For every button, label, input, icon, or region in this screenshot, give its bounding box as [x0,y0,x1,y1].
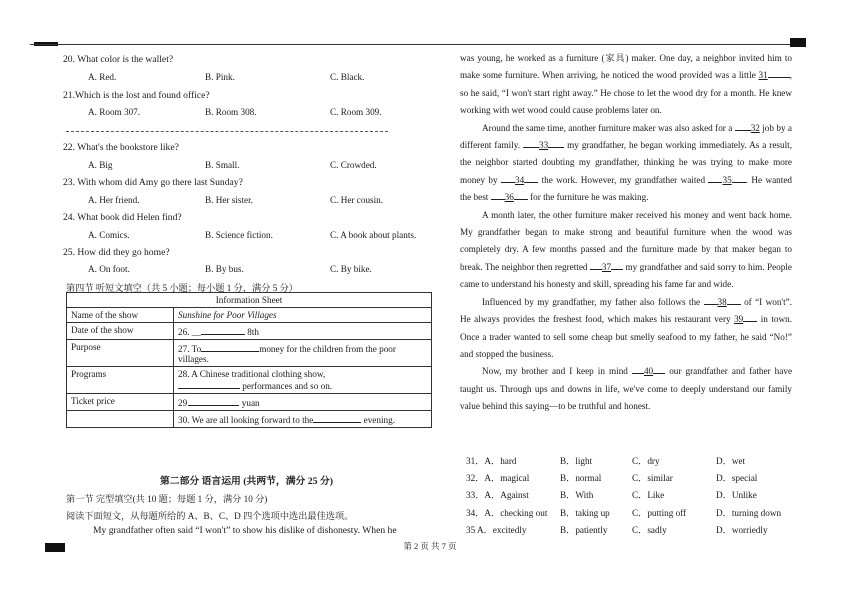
answer-line [201,325,245,335]
row-label: Date of the show [67,323,174,340]
row-value [174,323,432,340]
choice: C．putting off [632,508,687,518]
choice: D．worriedly [716,525,768,535]
option-b: B. Science fiction. [205,230,273,240]
blank-30: 30. We are all looking forward to the [178,415,314,425]
blank-39: 39 [734,314,744,325]
row-label [67,411,174,428]
option-c: C. A book about plants. [330,230,417,240]
choice: D．wet [716,456,746,466]
paragraph: Influenced by my grandfather, my father also follows the 38 of “I won't”. He always provides the freshest food, which makes his restaurant very 39 in town. Once a trader wanted to sell some cheap but smelly seafood to my father, he said “No!” and stopped the business. [460,296,793,359]
choice: B．light [560,456,593,466]
blank-40: 40 [643,366,654,377]
choice: 33．A．Against [466,490,529,500]
blank-35: 35 [722,174,732,185]
option-b: B. Pink. [205,72,235,82]
answer-line [201,342,259,352]
option-a: A. Red. [88,72,117,82]
row-value [174,340,432,367]
table-row [67,411,432,428]
answer-line [501,173,515,183]
row-label: Programs [67,367,174,394]
purpose-text: money for the children from the poor villages. [178,344,396,364]
answer-line [313,413,361,423]
instructions: 阅读下面短文，从每题所给的 A、B、C、D 四个选项中选出最佳选项。 [66,511,354,521]
answer-line [704,295,718,305]
option-b: B. Her sister. [205,195,253,205]
paragraph: A month later, the other furniture maker received his money and went back home. My grandfather began to make strong and beautiful furniture when the wood was completely dry. A few months passed and the furniture made by that maker began to break. The neighbor then regretted 37 my grandfather and said sorry to him. People came to understand his honesty and skill, spreading his fame far and wide. [460,209,792,290]
blank-31: 31 [758,70,768,81]
table-row [67,308,432,323]
row-label: Purpose [67,340,174,367]
question-25: 25. How did they go home? [63,247,170,258]
question-20: 20. What color is the wallet? [63,54,174,65]
option-a: A. Room 307. [88,107,141,117]
part-2-title: 第二部分 语言运用 (共两节，满分 25 分) [160,476,334,487]
date-suffix: 8th [247,327,260,337]
option-a: A. On foot. [88,264,130,274]
option-c: C. By bike. [330,264,372,274]
paragraph: Now, my brother and I keep in mind 40 our grandfather and father have taught us. Through ups and downs in life, we've come to deeply understand our family value behind this saying—to be truthful and honest. [460,366,793,412]
row-value [174,367,432,394]
option-a: A. Big [88,160,113,170]
page-number: 第 2 页 共 7 页 [403,541,457,551]
table-header: Information Sheet [67,293,432,308]
choice: B．normal [560,473,602,483]
option-a: A. Comics. [88,230,130,240]
row-label: Name of the show [67,308,174,323]
blank-32: 32 [750,122,760,133]
option-c: C. Her cousin. [330,195,384,205]
evening-text: evening. [363,415,396,425]
table-row [67,323,432,340]
table-row [67,367,432,394]
question-22: 22. What's the bookstore like? [63,142,179,153]
row-value [174,394,432,411]
option-c: C. Room 309. [330,107,382,117]
choice: C．similar [632,473,673,483]
choice: C．dry [632,456,660,466]
option-b: B. By bus. [205,264,244,274]
row-value [174,411,432,428]
cloze-passage [460,50,792,416]
row-value [174,308,432,323]
answer-line [523,138,539,148]
programs-text: performances and so on. [242,381,333,391]
blank-28: 28. A Chinese traditional clothing show, [178,369,326,379]
dashed-divider [66,131,388,132]
answer-line [524,173,538,183]
choice: 32．A．magical [466,473,530,483]
answer-line [653,364,665,374]
price-unit: yuan [241,398,260,408]
choice: D．special [716,473,758,483]
section-1-title: 第一节 完型填空(共 10 题；每题 1 分，满分 10 分) [66,494,268,504]
question-24: 24. What book did Helen find? [63,212,182,223]
information-sheet-table [66,292,432,428]
question-21: 21.Which is the lost and found office? [63,90,210,101]
answer-line [727,295,741,305]
header-rule [30,44,802,45]
answer-line [491,190,505,200]
question-23: 23. With whom did Amy go there last Sunday? [63,177,243,188]
blank-36: 36 [504,192,514,203]
blank-27: 27. To [178,344,202,354]
choice: 35 A．excitedly [466,525,527,535]
answer-line [732,173,746,183]
option-a: A. Her friend. [88,195,140,205]
table-row [67,340,432,367]
answer-line [735,121,751,131]
choice: C．sadly [632,525,667,535]
paragraph: was young, he worked as a furniture (家具) maker. One day, a neighbor invited him to make some furniture. When arriving, he noticed the wood provided was a little 31 , so he said, “I won't start right away.” He chose to let the wood dry for a month. He knew working with wet wood could cause problems later on. [460,53,793,116]
answer-line [514,190,528,200]
option-b: B. Small. [205,160,240,170]
row-label: Ticket price [67,394,174,411]
answer-line [611,260,623,270]
answer-line [708,173,722,183]
table-row [67,394,432,411]
blank-29: 29. [178,398,190,408]
show-name: Sunshine for Poor Villages [178,310,277,320]
choice: C．Like [632,490,665,500]
blank-37: 37 [601,261,612,272]
choice: B．With [560,490,594,500]
blank-33: 33 [539,140,549,151]
blank-34: 34 [514,174,525,185]
answer-line [590,260,602,270]
choice: B．patiently [560,525,608,535]
passage-start: My grandfather often said “I won't” to show his dislike of dishonesty. When he [93,525,397,536]
corner-mark [790,38,806,47]
blank-38: 38 [717,296,727,307]
section-4-title: 第四节 听短文填空（共 5 小题；每小题 1 分，满分 5 分） [66,283,298,293]
choice: 31．A．hard [466,456,517,466]
choice: D．turning down [716,508,782,518]
paragraph: Around the same time, another furniture maker was also asked for a 32 job by a different family. 33 my grandfather, he began working immediately. As a result, the neighbor started doubting my grandfather, thinking he was trying to make more money by 34 the work. However, my grandfather waited 35 . He wanted the best 36 for the furniture he was making. [460,122,792,203]
choice: D．Unlike [716,490,757,500]
answer-line [768,68,790,78]
blank-26: 26. __ [178,327,201,337]
option-c: C. Black. [330,72,365,82]
answer-line [743,312,757,322]
choice: 34．A．checking out [466,508,548,518]
option-b: B. Room 308. [205,107,257,117]
answer-line [548,138,564,148]
option-c: C. Crowded. [330,160,377,170]
choice: B．taking up [560,508,610,518]
answer-line [178,379,240,389]
answer-line [189,396,239,406]
answer-line [632,364,644,374]
